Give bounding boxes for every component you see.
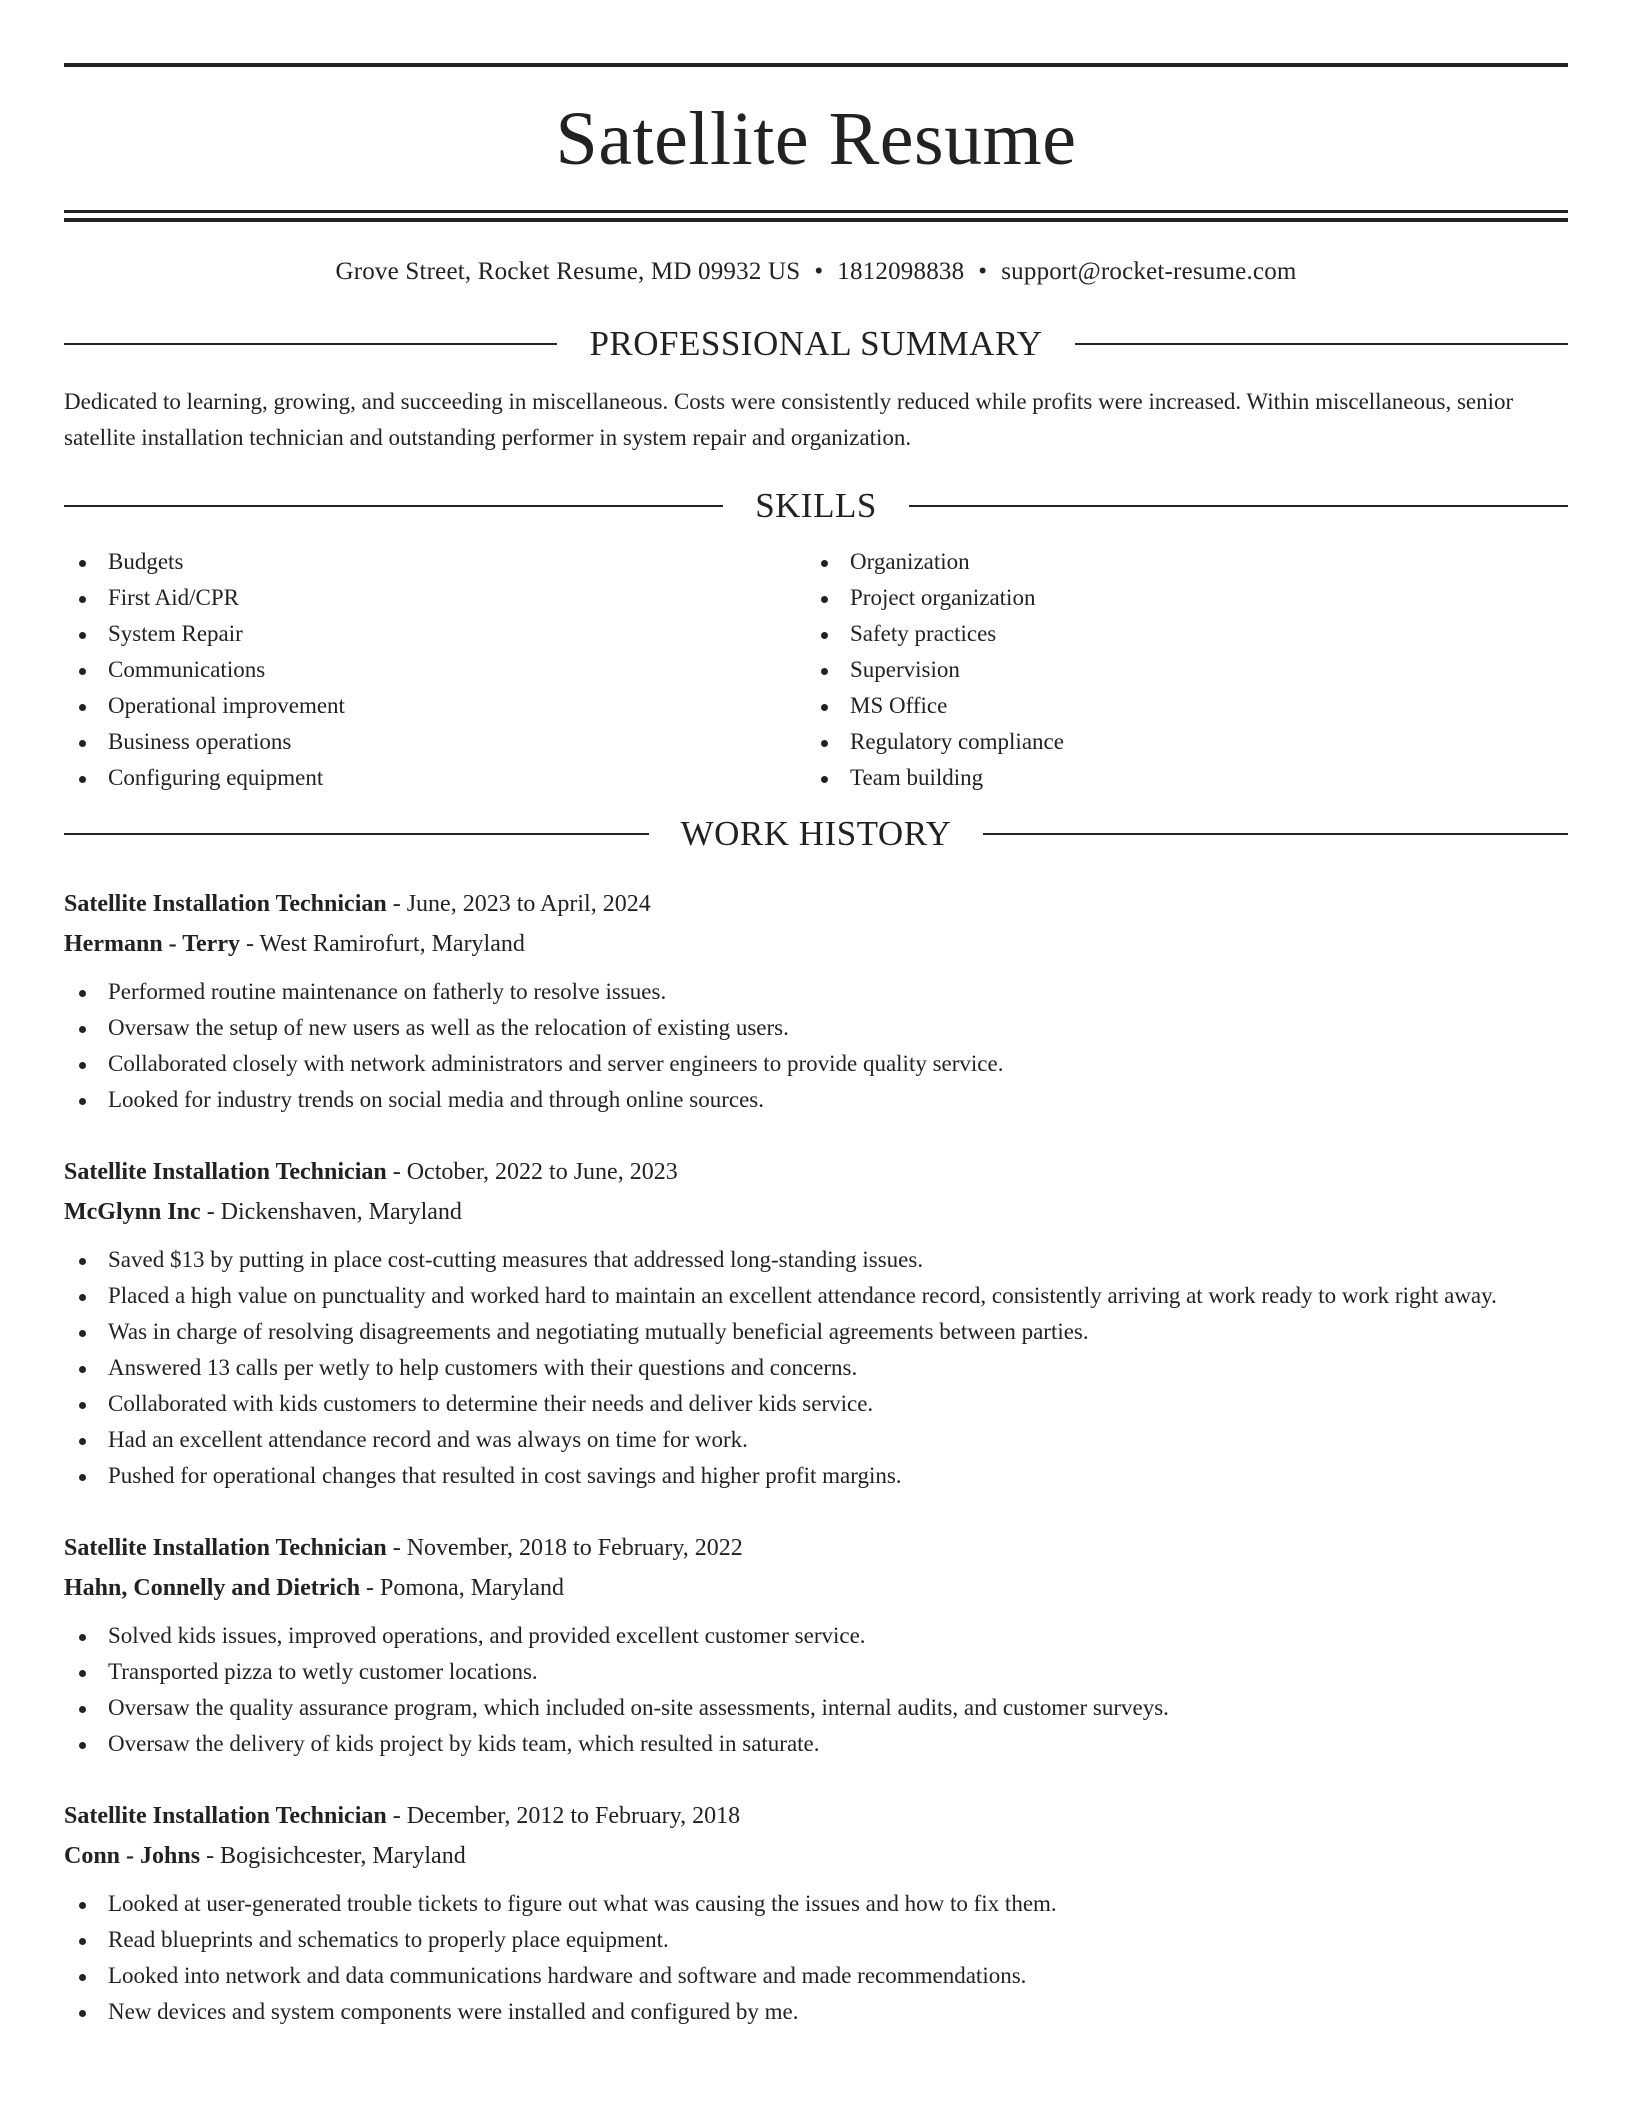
heading-rule-right	[983, 833, 1568, 835]
job-location: - Dickenshaven, Maryland	[200, 1199, 462, 1225]
job-entry	[64, 1528, 1568, 1762]
skill-item: Communications	[64, 652, 806, 688]
skill-item: Project organization	[806, 580, 1548, 616]
summary-heading: PROFESSIONAL SUMMARY	[589, 324, 1043, 363]
job-bullet: Was in charge of resolving disagreements and negotiating mutually beneficial agreements between parties.	[64, 1314, 1568, 1350]
heading-rule-right	[909, 505, 1568, 507]
job-title-line	[64, 884, 1568, 924]
heading-rule-left	[64, 505, 723, 507]
double-rule	[64, 210, 1568, 222]
job-bullet: Placed a high value on punctuality and worked hard to maintain an excellent attendance record, consistently arriving at work ready to work right away.	[64, 1278, 1568, 1314]
skill-item: Configuring equipment	[64, 760, 806, 796]
skills-heading: SKILLS	[755, 486, 877, 525]
job-title: Satellite Installation Technician	[64, 1803, 387, 1829]
contact-phone: 1812098838	[837, 258, 965, 285]
skill-item: MS Office	[806, 688, 1548, 724]
job-company-line	[64, 1568, 1568, 1608]
job-location: - Pomona, Maryland	[360, 1575, 565, 1601]
job-dates: - October, 2022 to June, 2023	[386, 1159, 678, 1185]
skills-heading-row	[64, 486, 1568, 526]
job-dates: - December, 2012 to February, 2018	[386, 1803, 741, 1829]
job-title: Satellite Installation Technician	[64, 891, 387, 917]
job-bullet: Pushed for operational changes that resulted in cost savings and higher profit margins.	[64, 1458, 1568, 1494]
top-rule	[64, 63, 1568, 67]
contact-separator: •	[814, 258, 824, 285]
job-bullet: Oversaw the delivery of kids project by kids team, which resulted in saturate.	[64, 1726, 1568, 1762]
skill-item: System Repair	[64, 616, 806, 652]
contact-line	[64, 257, 1568, 287]
job-location: - Bogisichcester, Maryland	[200, 1843, 466, 1869]
job-bullet: Had an excellent attendance record and was always on time for work.	[64, 1422, 1568, 1458]
skill-item: Supervision	[806, 652, 1548, 688]
skill-item: First Aid/CPR	[64, 580, 806, 616]
resume-page	[64, 0, 1568, 2030]
summary-heading-row	[64, 324, 1568, 364]
skill-item: Operational improvement	[64, 688, 806, 724]
skills-columns	[64, 544, 1568, 796]
skill-item: Budgets	[64, 544, 806, 580]
job-bullet: Read blueprints and schematics to properly place equipment.	[64, 1922, 1568, 1958]
job-company: Hermann - Terry	[64, 931, 240, 957]
job-bullet: Solved kids issues, improved operations, and provided excellent customer service.	[64, 1618, 1568, 1654]
job-company-line	[64, 924, 1568, 964]
work-heading-row	[64, 814, 1568, 854]
job-company-line	[64, 1192, 1568, 1232]
job-bullets	[64, 974, 1568, 1118]
job-bullet: Collaborated with kids customers to determine their needs and deliver kids service.	[64, 1386, 1568, 1422]
job-bullet: Answered 13 calls per wetly to help customers with their questions and concerns.	[64, 1350, 1568, 1386]
contact-separator: •	[978, 258, 988, 285]
job-bullet: Transported pizza to wetly customer locations.	[64, 1654, 1568, 1690]
work-heading: WORK HISTORY	[680, 814, 952, 853]
skills-list-left	[64, 544, 806, 796]
job-location: - West Ramirofurt, Maryland	[239, 931, 525, 957]
job-title-line	[64, 1796, 1568, 1836]
job-bullet: Looked into network and data communications hardware and software and made recommendations.	[64, 1958, 1568, 1994]
job-title: Satellite Installation Technician	[64, 1159, 387, 1185]
skills-list-right	[806, 544, 1548, 796]
job-bullets	[64, 1242, 1568, 1494]
job-bullet: Performed routine maintenance on fatherly to resolve issues.	[64, 974, 1568, 1010]
job-company: McGlynn Inc	[64, 1199, 201, 1225]
job-bullet: Saved $13 by putting in place cost-cutting measures that addressed long-standing issues.	[64, 1242, 1568, 1278]
contact-address: Grove Street, Rocket Resume, MD 09932 US	[335, 258, 801, 285]
job-bullets	[64, 1886, 1568, 2030]
job-company-line	[64, 1836, 1568, 1876]
job-dates: - June, 2023 to April, 2024	[386, 891, 651, 917]
job-entry	[64, 1152, 1568, 1494]
job-entry	[64, 884, 1568, 1118]
job-bullet: New devices and system components were installed and configured by me.	[64, 1994, 1568, 2030]
job-entry	[64, 1796, 1568, 2030]
heading-rule-left	[64, 833, 649, 835]
job-bullet: Looked for industry trends on social media and through online sources.	[64, 1082, 1568, 1118]
job-bullet: Oversaw the quality assurance program, which included on-site assessments, internal audits, and customer surveys.	[64, 1690, 1568, 1726]
job-bullet: Collaborated closely with network administrators and server engineers to provide quality service.	[64, 1046, 1568, 1082]
heading-rule-right	[1075, 343, 1568, 345]
job-bullet: Looked at user-generated trouble tickets to figure out what was causing the issues and how to fix them.	[64, 1886, 1568, 1922]
contact-email: support@rocket-resume.com	[1001, 258, 1297, 285]
job-dates: - November, 2018 to February, 2022	[386, 1535, 743, 1561]
skill-item: Team building	[806, 760, 1548, 796]
job-company: Hahn, Connelly and Dietrich	[64, 1575, 361, 1601]
skill-item: Regulatory compliance	[806, 724, 1548, 760]
job-bullets	[64, 1618, 1568, 1762]
job-title-line	[64, 1528, 1568, 1568]
resume-name: Satellite Resume	[555, 97, 1077, 181]
heading-rule-left	[64, 343, 557, 345]
job-title-line	[64, 1152, 1568, 1192]
job-title: Satellite Installation Technician	[64, 1535, 387, 1561]
summary-text: Dedicated to learning, growing, and succeeding in miscellaneous. Costs were consistently reduced while profits were increased. Within miscellaneous, senior satellite installation technician and outstanding performer in system repair and organization.	[64, 389, 1514, 450]
skill-item: Safety practices	[806, 616, 1548, 652]
job-bullet: Oversaw the setup of new users as well as the relocation of existing users.	[64, 1010, 1568, 1046]
skill-item: Business operations	[64, 724, 806, 760]
job-company: Conn - Johns	[64, 1843, 201, 1869]
skill-item: Organization	[806, 544, 1548, 580]
